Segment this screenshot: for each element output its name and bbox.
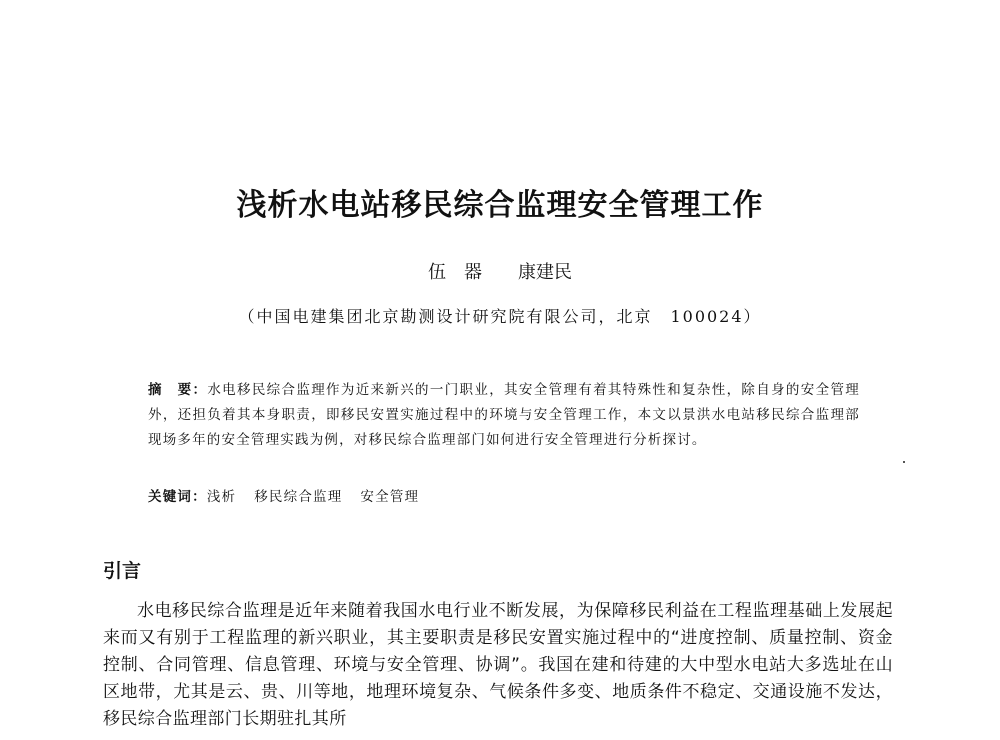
section-heading: 引言 bbox=[103, 560, 142, 582]
abstract-text: 水电移民综合监理作为近来新兴的一门职业，其安全管理有着其特殊性和复杂性，除自身的安全管理外，还担负着其本身职责，即移民安置实施过程中的环境与安全管理工作，本文以景洪水电站移民综合监理部现场多年的安全管理实践为例，对移民综合监理部门如何进行安全管理进行分析探讨。 bbox=[148, 382, 860, 448]
abstract-label: 摘 要： bbox=[148, 382, 208, 398]
author-name: 伍 器 bbox=[428, 262, 482, 283]
keyword: 浅析 bbox=[206, 489, 237, 505]
keyword: 安全管理 bbox=[360, 489, 420, 505]
paper-title: 浅析水电站移民综合监理安全管理工作 bbox=[236, 188, 764, 223]
author-list bbox=[0, 258, 1000, 284]
scan-speck bbox=[903, 461, 905, 463]
abstract bbox=[148, 378, 860, 453]
body-paragraph: 水电移民综合监理是近年来随着我国水电行业不断发展，为保障移民利益在工程监理基础上发展起来而又有别于工程监理的新兴职业，其主要职责是移民安置实施过程中的“进度控制、质量控制、资金控制、合同管理、信息管理、环境与安全管理、协调”。我国在建和待建的大中型水电站大多选址在山区地带，尤其是云、贵、川等地，地理环境复杂、气候条件多变、地质条件不稳定、交通设施不发达，移民综合监理部门长期驻扎其所 bbox=[103, 601, 893, 729]
keywords-label: 关键词： bbox=[148, 489, 207, 505]
keywords bbox=[148, 485, 860, 510]
keyword: 移民综合监理 bbox=[254, 489, 343, 505]
author-affiliation: （中国电建集团北京勘测设计研究院有限公司，北京 100024） bbox=[238, 307, 762, 326]
author-name: 康建民 bbox=[518, 262, 572, 283]
